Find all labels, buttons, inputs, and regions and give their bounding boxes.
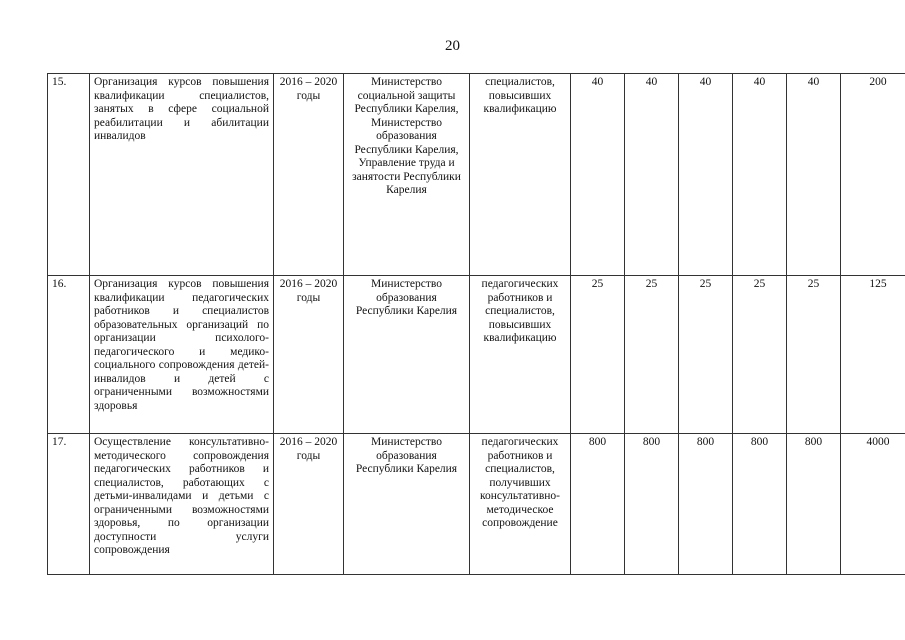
- value-2018: 25: [679, 276, 733, 434]
- value-2019: 40: [733, 74, 787, 276]
- page-number: 20: [445, 38, 460, 54]
- measures-table: [47, 73, 905, 575]
- value-2019: 25: [733, 276, 787, 434]
- value-2017: 800: [625, 434, 679, 575]
- period-cell: 2016 – 2020 годы: [274, 276, 344, 434]
- activity-cell: Организация курсов повышения квалификации педагогических работников и специалистов образовательных организаций по организации психолого-педагогического и медико-социального сопровождения детей-инвалидов и детей с ограниченными возможностями здоровья: [90, 276, 274, 434]
- page-bottom-margin: [47, 580, 862, 640]
- value-2017: 40: [625, 74, 679, 276]
- indicator-cell: специалистов, повысивших квалификацию: [470, 74, 571, 276]
- period-cell: 2016 – 2020 годы: [274, 74, 344, 276]
- total-cell: 125: [841, 276, 905, 434]
- value-2018: 40: [679, 74, 733, 276]
- row-number: 15.: [48, 74, 90, 276]
- executor-cell: Министерство социальной защиты Республики Карелия, Министерство образования Республики Карелия, Управление труда и занятости Республики Карелия: [344, 74, 470, 276]
- period-cell: 2016 – 2020 годы: [274, 434, 344, 575]
- value-2020: 40: [787, 74, 841, 276]
- value-2018: 800: [679, 434, 733, 575]
- total-cell: 4000: [841, 434, 905, 575]
- indicator-cell: педагогических работников и специалистов, повысивших квалификацию: [470, 276, 571, 434]
- executor-cell: Министерство образования Республики Карелия: [344, 434, 470, 575]
- row-number: 17.: [48, 434, 90, 575]
- row-number: 16.: [48, 276, 90, 434]
- table-row: [48, 74, 905, 276]
- indicator-cell: педагогических работников и специалистов, получивших консультативно-методическое сопровождение: [470, 434, 571, 575]
- executor-cell: Министерство образования Республики Карелия: [344, 276, 470, 434]
- value-2019: 800: [733, 434, 787, 575]
- value-2016: 25: [571, 276, 625, 434]
- value-2016: 40: [571, 74, 625, 276]
- activity-cell: Организация курсов повышения квалификации специалистов, занятых в сфере социальной реабилитации и абилитации инвалидов: [90, 74, 274, 276]
- activity-cell: Осуществление консультативно-методического сопровождения педагогических работников и специалистов, работающих с детьми-инвалидами и детьми с ограниченными возможностями здоровья, по организации доступности услуги сопровождения: [90, 434, 274, 575]
- table-row: [48, 434, 905, 575]
- value-2020: 800: [787, 434, 841, 575]
- value-2020: 25: [787, 276, 841, 434]
- table-row: [48, 276, 905, 434]
- value-2017: 25: [625, 276, 679, 434]
- value-2016: 800: [571, 434, 625, 575]
- total-cell: 200: [841, 74, 905, 276]
